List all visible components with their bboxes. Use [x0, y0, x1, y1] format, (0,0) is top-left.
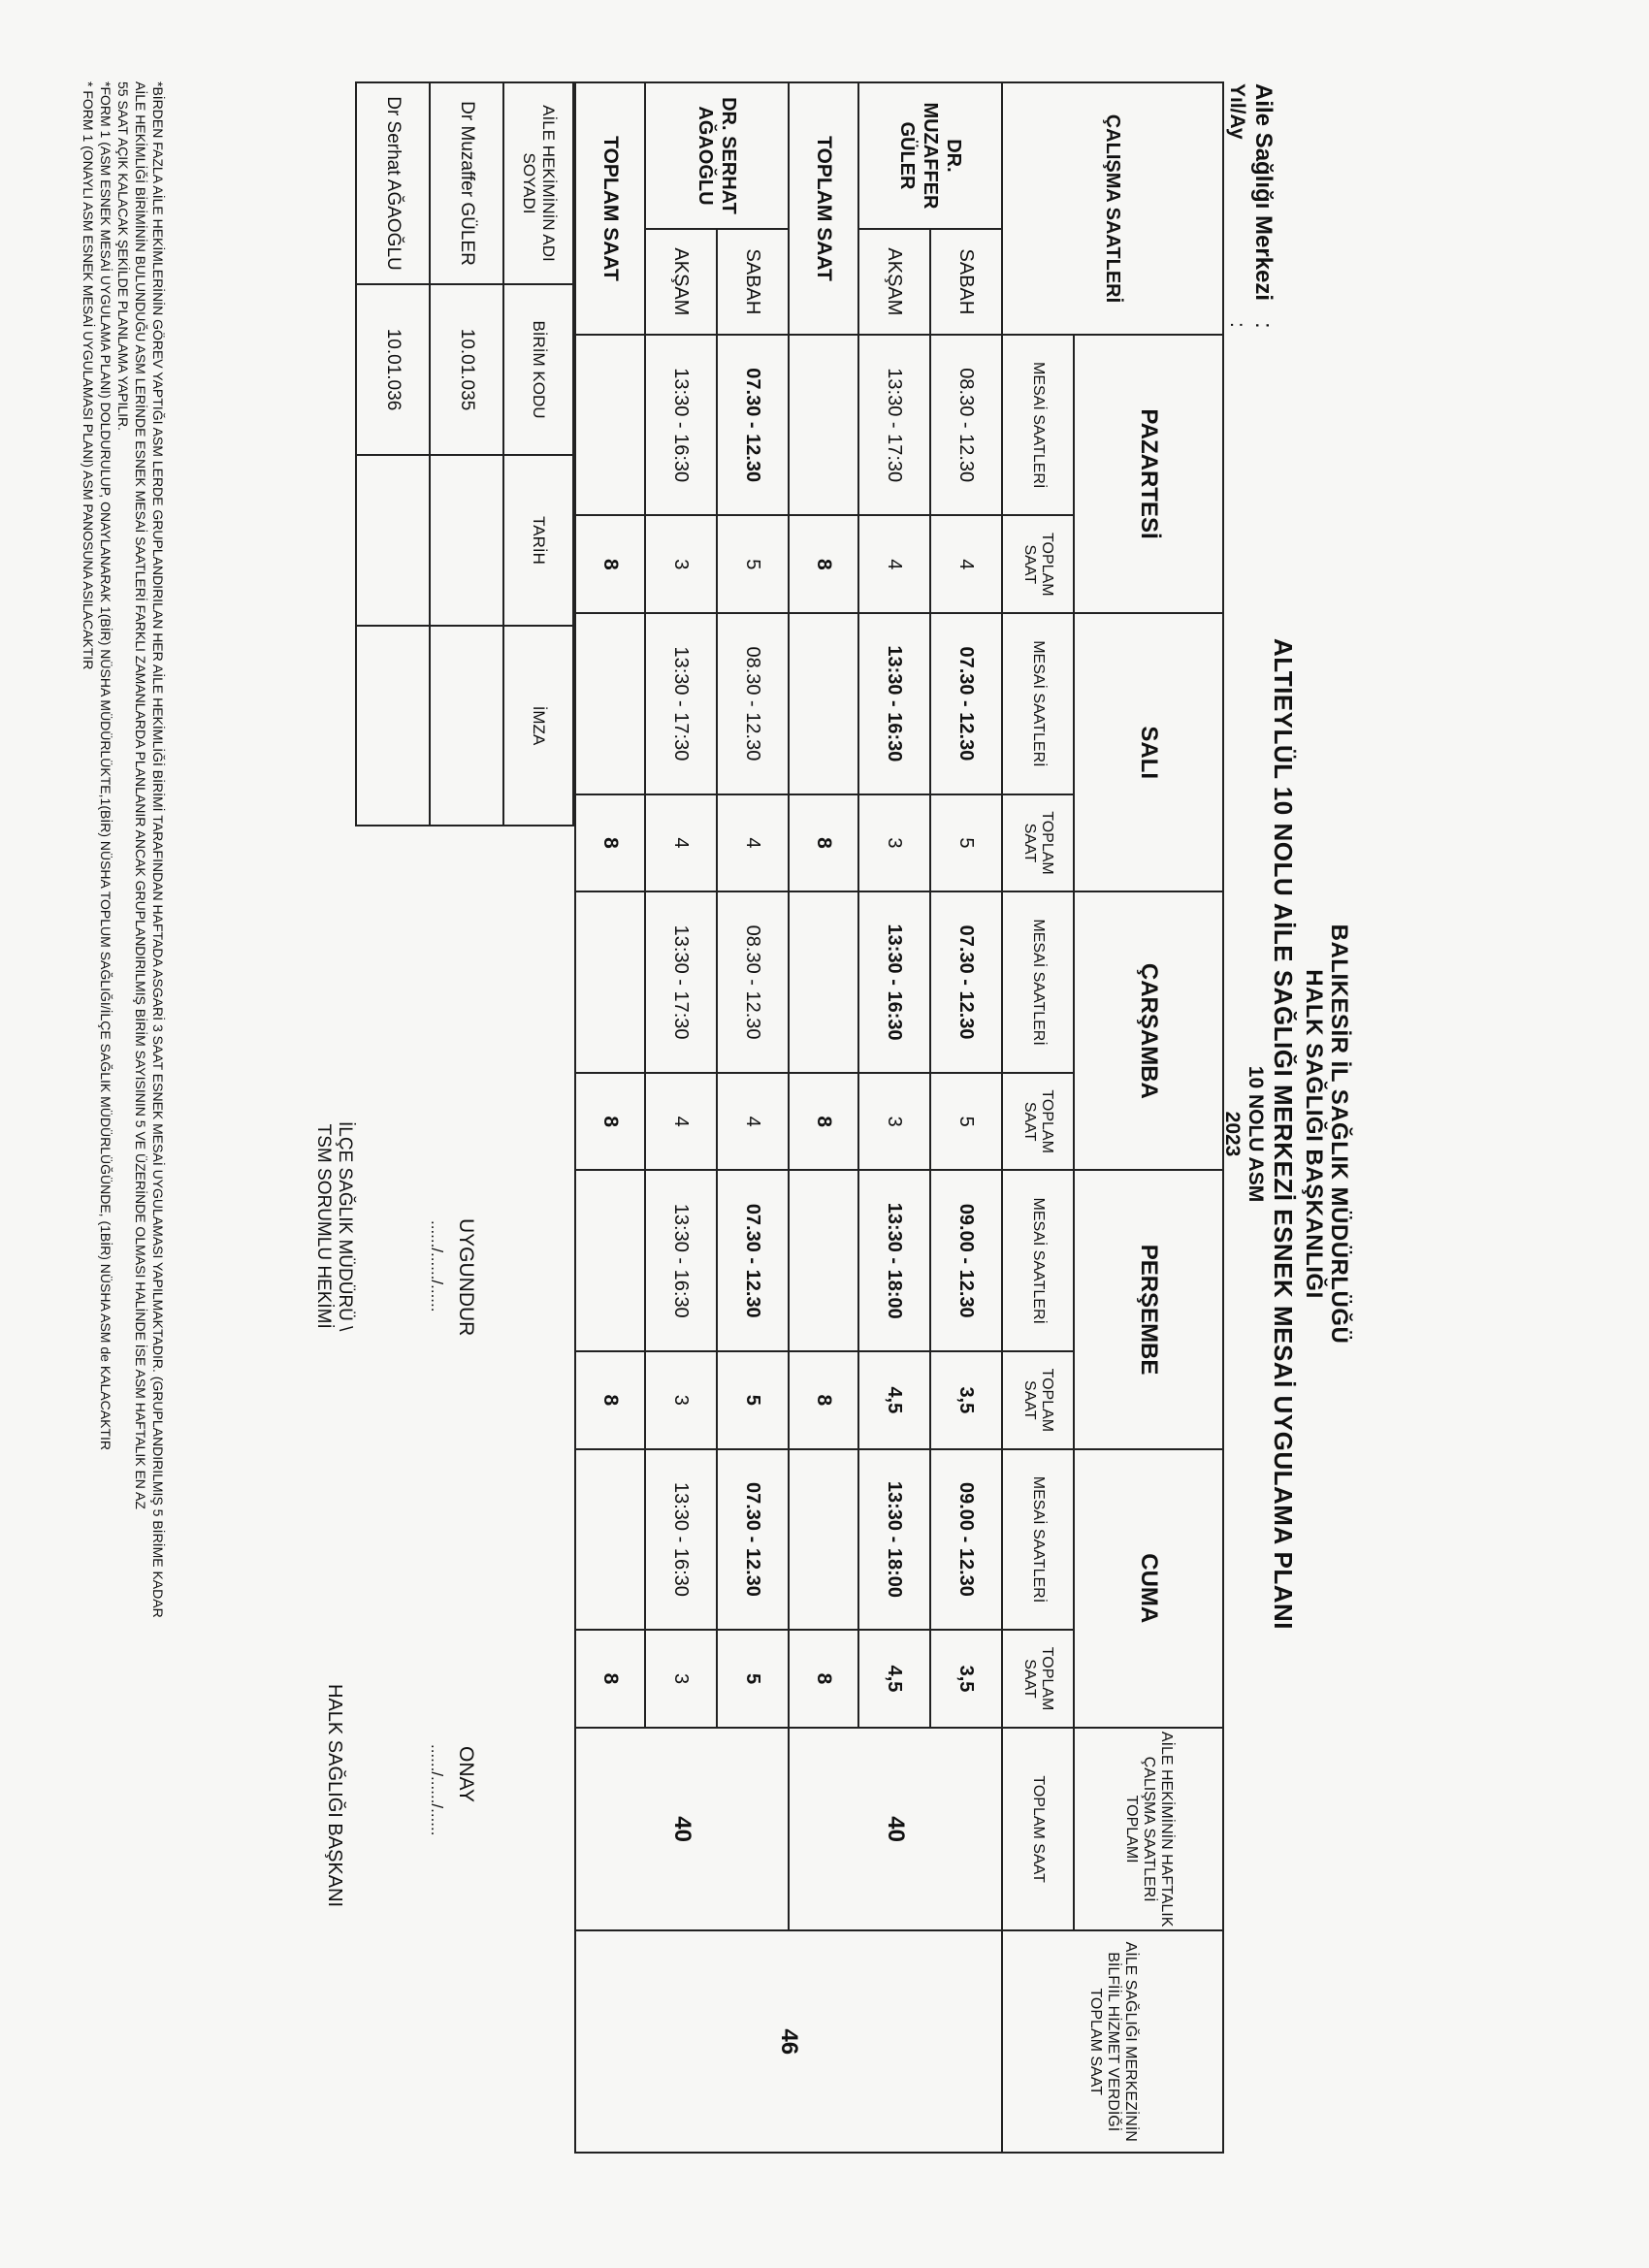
weekly-total-value: 40 [575, 1728, 789, 1931]
signature-table [355, 81, 574, 826]
toplam-saat-header: TOPLAM SAAT [1002, 794, 1074, 892]
onay-role: HALK SAĞLIĞI BAŞKANI [324, 1684, 345, 1908]
shift-hours: 13:30 - 17:30 [858, 335, 930, 516]
uygundur-role [312, 1121, 355, 1331]
day-total: 8 [575, 794, 645, 892]
mesai-saatleri-header: MESAİ SAATLERİ [1002, 335, 1074, 516]
day-total: 8 [789, 794, 858, 892]
sig-doctor-name: Dr Serhat AĞAOĞLU [356, 82, 430, 284]
shift-hours: 09.00 - 12.30 [930, 1449, 1002, 1631]
mesai-saatleri-header: MESAİ SAATLERİ [1002, 891, 1074, 1073]
shift-label: AKŞAM [645, 229, 717, 335]
footnote-line: 55 SAAT AÇIK KALACAK ŞEKİLDE PLANLAMA YAPILIR. [115, 81, 131, 432]
shift-total: 4 [645, 1073, 717, 1171]
shift-total: 5 [930, 794, 1002, 892]
shift-hours: 13:30 - 16:30 [645, 1170, 717, 1351]
weekly-total-header: AİLE HEKİMİNİN HAFTALIK ÇALIŞMA SAATLERİ TOPLAMI [1074, 1728, 1223, 1931]
day-header-cuma: CUMA [1074, 1449, 1223, 1728]
sig-header-date: TARİH [503, 455, 573, 626]
shift-total: 4,5 [858, 1351, 930, 1449]
mesai-saatleri-header: MESAİ SAATLERİ [1002, 1170, 1074, 1351]
shift-hours: 13:30 - 17:30 [645, 613, 717, 794]
onay-date: ....../....../...... [428, 1744, 446, 1836]
header-line-2: HALK SAĞLIĞI BAŞKANLIĞI [1301, 969, 1327, 1299]
shift-total: 5 [717, 515, 789, 613]
shift-hours: 09.00 - 12.30 [930, 1170, 1002, 1351]
weekly-total-value: 40 [789, 1728, 1002, 1931]
empty-cell [789, 891, 858, 1073]
empty-cell [575, 1449, 645, 1631]
shift-hours: 08.30 - 12.30 [717, 613, 789, 794]
shift-hours: 07.30 - 12.30 [717, 335, 789, 516]
asm-total-value: 46 [575, 1930, 1002, 2153]
sig-date-field[interactable] [356, 455, 430, 626]
shift-hours: 07.30 - 12.30 [930, 613, 1002, 794]
toplam-saat-header: TOPLAM SAAT [1002, 1351, 1074, 1449]
toplam-saat-header: TOPLAM SAAT [1002, 515, 1074, 613]
empty-cell [575, 335, 645, 516]
toplam-saat-header: TOPLAM SAAT [1002, 1073, 1074, 1171]
sig-signature-field[interactable] [356, 626, 430, 826]
shift-total: 4 [930, 515, 1002, 613]
sig-unit-code: 10.01.035 [430, 284, 503, 455]
shift-hours: 08.30 - 12.30 [717, 891, 789, 1073]
doctor-name: DR. SERHAT AĞAOĞLU [645, 82, 789, 229]
shift-hours: 13:30 - 16:30 [645, 1449, 717, 1631]
footnotes [80, 81, 167, 2187]
shift-total: 4,5 [858, 1630, 930, 1728]
shift-hours: 07.30 - 12.30 [717, 1449, 789, 1631]
shift-total: 3,5 [930, 1630, 1002, 1728]
day-total: 8 [789, 1630, 858, 1728]
asm-name: 10 NOLU ASM [1245, 1065, 1267, 1203]
uygundur-role-line-1: İLÇE SAĞLIK MÜDÜRÜ \ [335, 1121, 355, 1332]
shift-total: 3 [645, 515, 717, 613]
yil-colon: : [1226, 322, 1248, 328]
sig-header-name: AİLE HEKİMİNİN ADI SOYADI [503, 82, 573, 284]
shift-hours: 13:30 - 16:30 [645, 335, 717, 516]
sig-header-signature: İMZA [503, 626, 573, 826]
footnote-line: * FORM 1 (ONAYLI ASM ESNEK MESAİ UYGULAMASI PLANI) ASM PANOSUNA ASILACAKTIR [81, 81, 96, 670]
empty-cell [575, 1170, 645, 1351]
shift-total: 3 [645, 1351, 717, 1449]
doctor-name: DR. MUZAFFER GÜLER [858, 82, 1002, 229]
day-total: 8 [789, 515, 858, 613]
shift-hours: 07.30 - 12.30 [930, 891, 1002, 1073]
shift-hours: 13:30 - 16:30 [858, 891, 930, 1073]
shift-hours: 07.30 - 12.30 [717, 1170, 789, 1351]
shift-label: SABAH [717, 229, 789, 335]
year: 2023 [1221, 1111, 1244, 1157]
shift-hours: 13:30 - 17:30 [645, 891, 717, 1073]
footnote-line: *FORM 1 (ASM ESNEK MESAİ UYGULAMA PLANI) DOLDURULUP, ONAYLANARAK 1(BİR) NÜSHA MÜDÜRLÜKTE,1(BİR) NÜSHA TOPLUM SAĞLIĞI/İLÇE SAĞLIK MÜDÜRLÜĞÜNDE, (1BİR) NÜSHA ASM de KALACAKTIR [98, 81, 113, 1450]
sig-unit-code: 10.01.036 [356, 284, 430, 455]
uygundur-date: ....../....../...... [428, 1220, 446, 1312]
shift-total: 3 [858, 1073, 930, 1171]
onay-label: ONAY [455, 1746, 477, 1802]
shift-label: SABAH [930, 229, 1002, 335]
sig-header-unit: BİRİM KODU [503, 284, 573, 455]
asm-label: Aile Sağlığı Merkezi [1250, 83, 1277, 302]
asm-service-header: AİLE SAĞLIĞI MERKEZİNİN BİLFİİL HİZMET VERDİĞİ TOPLAM SAAT [1002, 1930, 1223, 2153]
document-title: ALTIEYLÜL 10 NOLU AİLE SAĞLIĞI MERKEZİ ESNEK MESAİ UYGULAMA PLANI [1269, 638, 1298, 1630]
shift-hours: 13:30 - 18:00 [858, 1449, 930, 1631]
weekly-total-subheader: TOPLAM SAAT [1002, 1728, 1074, 1931]
shift-total: 5 [717, 1351, 789, 1449]
shift-total: 4 [645, 794, 717, 892]
empty-cell [789, 1449, 858, 1631]
header-line-1: BALIKESİR İL SAĞLIK MÜDÜRLÜĞÜ [1326, 923, 1352, 1345]
shift-total: 3,5 [930, 1351, 1002, 1449]
schedule-table [574, 81, 1224, 2154]
uygundur-role-line-2: TSM SORUMLU HEKİMİ [313, 1123, 334, 1329]
day-header-carsamba: ÇARŞAMBA [1074, 891, 1223, 1170]
shift-total: 4 [858, 515, 930, 613]
shift-total: 5 [930, 1073, 1002, 1171]
toplam-saat-row-label: TOPLAM SAAT [575, 82, 645, 335]
empty-cell [789, 335, 858, 516]
day-total: 8 [575, 1351, 645, 1449]
footnote-line: AİLE HEKİMLİĞİ BİRİMİNİN BULUNDUĞU ASM LERİNDE ESNEK MESAİ SAATLERİ FARKLI ZAMANLARDA PLANLANIR ANCAK GRUPLANDIRILMIŞ BİRİM SAYISININ 5 VE ÜZERİNDE OLMASI HALİNDE İSE ASM HAFTALIK EN AZ [133, 81, 148, 1509]
shift-hours: 13:30 - 16:30 [858, 613, 930, 794]
empty-cell [789, 1170, 858, 1351]
day-total: 8 [575, 1630, 645, 1728]
shift-total: 3 [645, 1630, 717, 1728]
shift-hours: 08.30 - 12.30 [930, 335, 1002, 516]
day-total: 8 [575, 1073, 645, 1171]
footnote-line: *BİRDEN FAZLA AİLE HEKİMLERİNİN GÖREV YAPTIĞI ASM LERDE GRUPLANDIRILAN HER AİLE HEKİMLİĞİ BİRİMİ TARAFINDAN HAFTADA ASGARİ 3 SAAT ESNEK MESAİ UYGULAMASI YAPILMAKTADIR. (GRUPLANDIRILMIŞ 5 BİRİME KADAR [150, 81, 166, 1618]
shift-hours: 13:30 - 18:00 [858, 1170, 930, 1351]
mesai-saatleri-header: MESAİ SAATLERİ [1002, 1449, 1074, 1631]
sig-date-field[interactable] [430, 455, 503, 626]
shift-total: 4 [717, 794, 789, 892]
toplam-saat-header: TOPLAM SAAT [1002, 1630, 1074, 1728]
day-header-pazartesi: PAZARTESİ [1074, 335, 1223, 613]
asm-colon: : [1250, 322, 1277, 329]
calisma-saatleri-header: ÇALIŞMA SAATLERİ [1002, 82, 1223, 335]
toplam-saat-row-label: TOPLAM SAAT [789, 82, 858, 335]
mesai-saatleri-header: MESAİ SAATLERİ [1002, 613, 1074, 794]
uygundur-label: UYGUNDUR [455, 1218, 477, 1337]
sig-signature-field[interactable] [430, 626, 503, 826]
day-header-sali: SALI [1074, 613, 1223, 891]
yil-label: Yıl/Ay [1226, 83, 1248, 140]
empty-cell [789, 613, 858, 794]
empty-cell [575, 891, 645, 1073]
day-total: 8 [789, 1073, 858, 1171]
shift-label: AKŞAM [858, 229, 930, 335]
shift-total: 4 [717, 1073, 789, 1171]
shift-total: 3 [858, 794, 930, 892]
day-header-persembe: PERŞEMBE [1074, 1170, 1223, 1448]
empty-cell [575, 613, 645, 794]
day-total: 8 [575, 515, 645, 613]
shift-total: 5 [717, 1630, 789, 1728]
sig-doctor-name: Dr Muzaffer GÜLER [430, 82, 503, 284]
day-total: 8 [789, 1351, 858, 1449]
